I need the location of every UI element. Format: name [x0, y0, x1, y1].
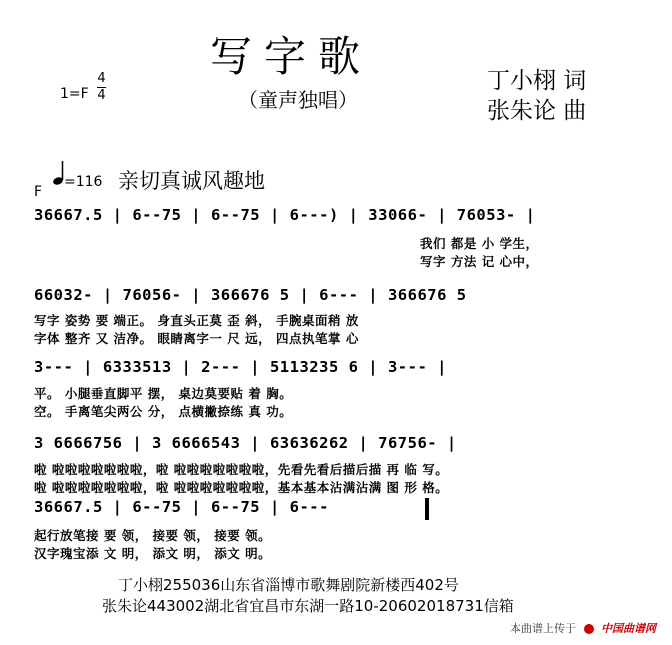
- time-signature: [97, 72, 106, 103]
- lyric-row-1b: 写字 方法 记 心中，: [420, 254, 539, 269]
- final-barline: [425, 498, 429, 520]
- tempo-value: =116: [64, 174, 103, 190]
- lyric-row-3a: 平。 小腿垂直脚平 摆， 桌边莫要贴 着 胸。: [34, 386, 293, 401]
- lyric-row-3b: 空。 手离笔尖两公 分， 点横撇捺练 真 功。: [34, 404, 293, 419]
- upload-text: 本曲谱上传于: [510, 622, 576, 635]
- song-subtitle: （童声独唱）: [238, 88, 358, 112]
- lyric-row-2a: 写字 姿势 要 端正。 身直头正莫 歪 斜， 手腕桌面稍 放: [34, 313, 359, 328]
- score-row-2: 66032- | 76056- | 366676 5 | 6--- | 366676 5: [34, 286, 467, 304]
- time-sig-bottom: 4: [97, 88, 106, 103]
- tempo-prefix: F: [34, 184, 43, 200]
- expression-marking: 亲切真诚风趣地: [118, 169, 265, 193]
- composer-address: 张朱论443002湖北省宜昌市东湖一路10-20602018731信箱: [102, 597, 514, 615]
- lyric-row-2b: 字体 整齐 又 洁净。 眼睛离字一 尺 远， 四点执笔掌 心: [34, 331, 359, 346]
- score-row-3: 3--- | 6333513 | 2--- | 5113235 6 | 3--- |: [34, 358, 447, 376]
- score-row-4: 3 6666756 | 3 6666543 | 63636262 | 76756- |: [34, 434, 457, 452]
- site-brand[interactable]: 中国曲谱网: [601, 622, 656, 635]
- lyric-row-5a: 起行放笔接 要 领， 接要 领， 接要 领。: [34, 528, 272, 543]
- score-row-1: 36667.5 | 6--75 | 6--75 | 6---) | 33066- | 76053- |: [34, 206, 536, 224]
- lyricist-credit: 丁小栩 词: [487, 68, 587, 94]
- score-row-5: 36667.5 | 6--75 | 6--75 | 6---: [34, 498, 329, 516]
- time-sig-top: 4: [97, 71, 106, 86]
- music-logo-icon: [582, 623, 596, 635]
- lyric-row-1a: 我们 都是 小 学生，: [420, 236, 539, 251]
- lyricist-address: 丁小栩255036山东省淄博市歌舞剧院新楼西402号: [118, 576, 459, 594]
- site-footer: [510, 620, 656, 636]
- key-signature: 1=F: [60, 86, 89, 102]
- composer-credit: 张朱论 曲: [487, 98, 587, 124]
- lyric-row-5b: 汉字瑰宝添 文 明， 添文 明， 添文 明。: [34, 546, 272, 561]
- lyric-row-4a: 啦 啦啦啦啦啦啦啦，啦 啦啦啦啦啦啦啦，先看先看后描后描 再 临 写。: [34, 462, 449, 477]
- song-title: 写字歌: [210, 32, 373, 81]
- lyric-row-4b: 啦 啦啦啦啦啦啦啦，啦 啦啦啦啦啦啦啦，基本基本沾满沾满 图 形 格。: [34, 480, 449, 495]
